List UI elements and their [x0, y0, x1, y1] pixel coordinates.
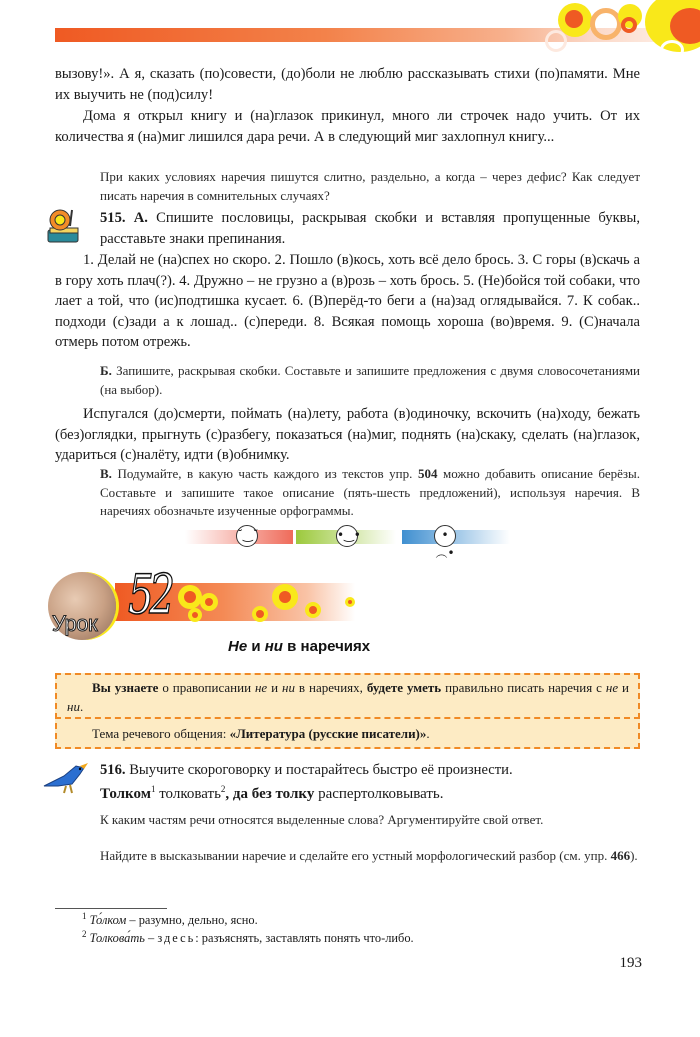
continuation-paragraph-1: вызову!». А я, сказать (по)совести, (до)боли не люблю рассказывать стихи (по)памяти. Мне их выучить не (под)силу!	[55, 66, 640, 103]
exercise-number: 515.	[100, 210, 126, 226]
lesson-goals-box	[55, 673, 640, 749]
snail-book-icon	[42, 206, 84, 246]
review-question: При каких условиях наречия пишутся слитно, раздельно, а когда – через дефис? Как следует писать наречия в сомнительных случаях?	[100, 169, 640, 203]
footnote-rule	[55, 908, 167, 909]
exercise-515-task-b: Б. Запишите, раскрывая скобки. Составьте и запишите предложения с двумя словосочетаниями (на выбор).	[100, 363, 640, 397]
happy-face-icon: ˘‿˘	[236, 525, 258, 547]
lesson-word: Урок	[52, 611, 98, 636]
goals-divider	[55, 717, 640, 719]
lesson-goals-text: Вы узнаете о правописании не и ни в наречиях, будете уметь правильно писать наречия с не и ни.	[67, 680, 630, 714]
exercise-515-task-a: 515. А. Спишите пословицы, раскрывая скобки и вставляя пропущенные буквы, расставьте знаки препинания.	[100, 210, 641, 247]
exercise-516-question-2: Найдите в высказывании наречие и сделайте его устный морфологический разбор (см. упр. 466).	[100, 848, 638, 863]
footnote-2: $^2$ Толкова́ть – здесь: разъяснять, заставлять понять что-либо.	[82, 928, 414, 945]
exercise-516-task: 516. Выучите скороговорку и постарайтесь быстро её произнести.	[100, 762, 513, 778]
neutral-face-icon: •‿•	[336, 525, 358, 547]
tongue-twister: Толком$^1$ толковать$^2$, да без толку распертолковывать.	[100, 784, 444, 802]
sad-face-icon: •︵•	[434, 525, 456, 547]
footnote-1: $^1$ То́лком – разумно, дельно, ясно.	[82, 910, 258, 927]
proverbs-list: 1. Делай не (на)спех но скоро. 2. Пошло (в)кось, хоть всё дело брось. 3. С горы (в)скачь а в гору хоть плач(?). 4. Дружно – не грузно а (в)розь – хоть брось. 5. (Не)бойся той собаки, что лает а той, что (ис)подтишка кусает. 6. (В)перёд-то беги а (на)зад оглядывайся. 7. К собак.. подходи (с)зади а к лошад.. (с)переди. 8. Всякая помощь хороша (во)время. 9. (С)начала отмерь потом отрежь.	[55, 252, 640, 350]
exercise-516-question-1: К каким частям речи относятся выделенные слова? Аргументируйте свой ответ.	[100, 812, 544, 827]
bird-icon	[42, 760, 90, 796]
phrases-list: Испугался (до)смерти, поймать (на)лету, работа (в)одиночку, вскочить (на)ходу, бежать (без)оглядки, прыгнуть (с)разбегу, показаться (на)миг, поднять (на)скаку, сделать (на)глазок, удариться (с)налёту, идти (в)обнимку.	[55, 406, 640, 463]
lesson-title: Не и ни в наречиях	[228, 638, 371, 655]
continuation-paragraph-2: Дома я открыл книгу и (на)глазок прикинул, много ли строчек надо учить. От их количества я (на)миг лишился дара речи. А в следующий миг захлопнул книгу...	[55, 108, 640, 145]
page-number: 193	[619, 955, 642, 971]
speech-topic: Тема речевого общения: «Литература (русские писатели)».	[92, 726, 430, 741]
part-label: А.	[133, 210, 148, 226]
exercise-515-task-c: В. Подумайте, в какую часть каждого из текстов упр. 504 можно добавить описание берёзы. Составьте и запишите такое описание (пять-шесть предложений), используя наречия. В наречиях обозначьте изученные орфограммы.	[100, 466, 641, 518]
lesson-number: 52	[128, 563, 171, 626]
